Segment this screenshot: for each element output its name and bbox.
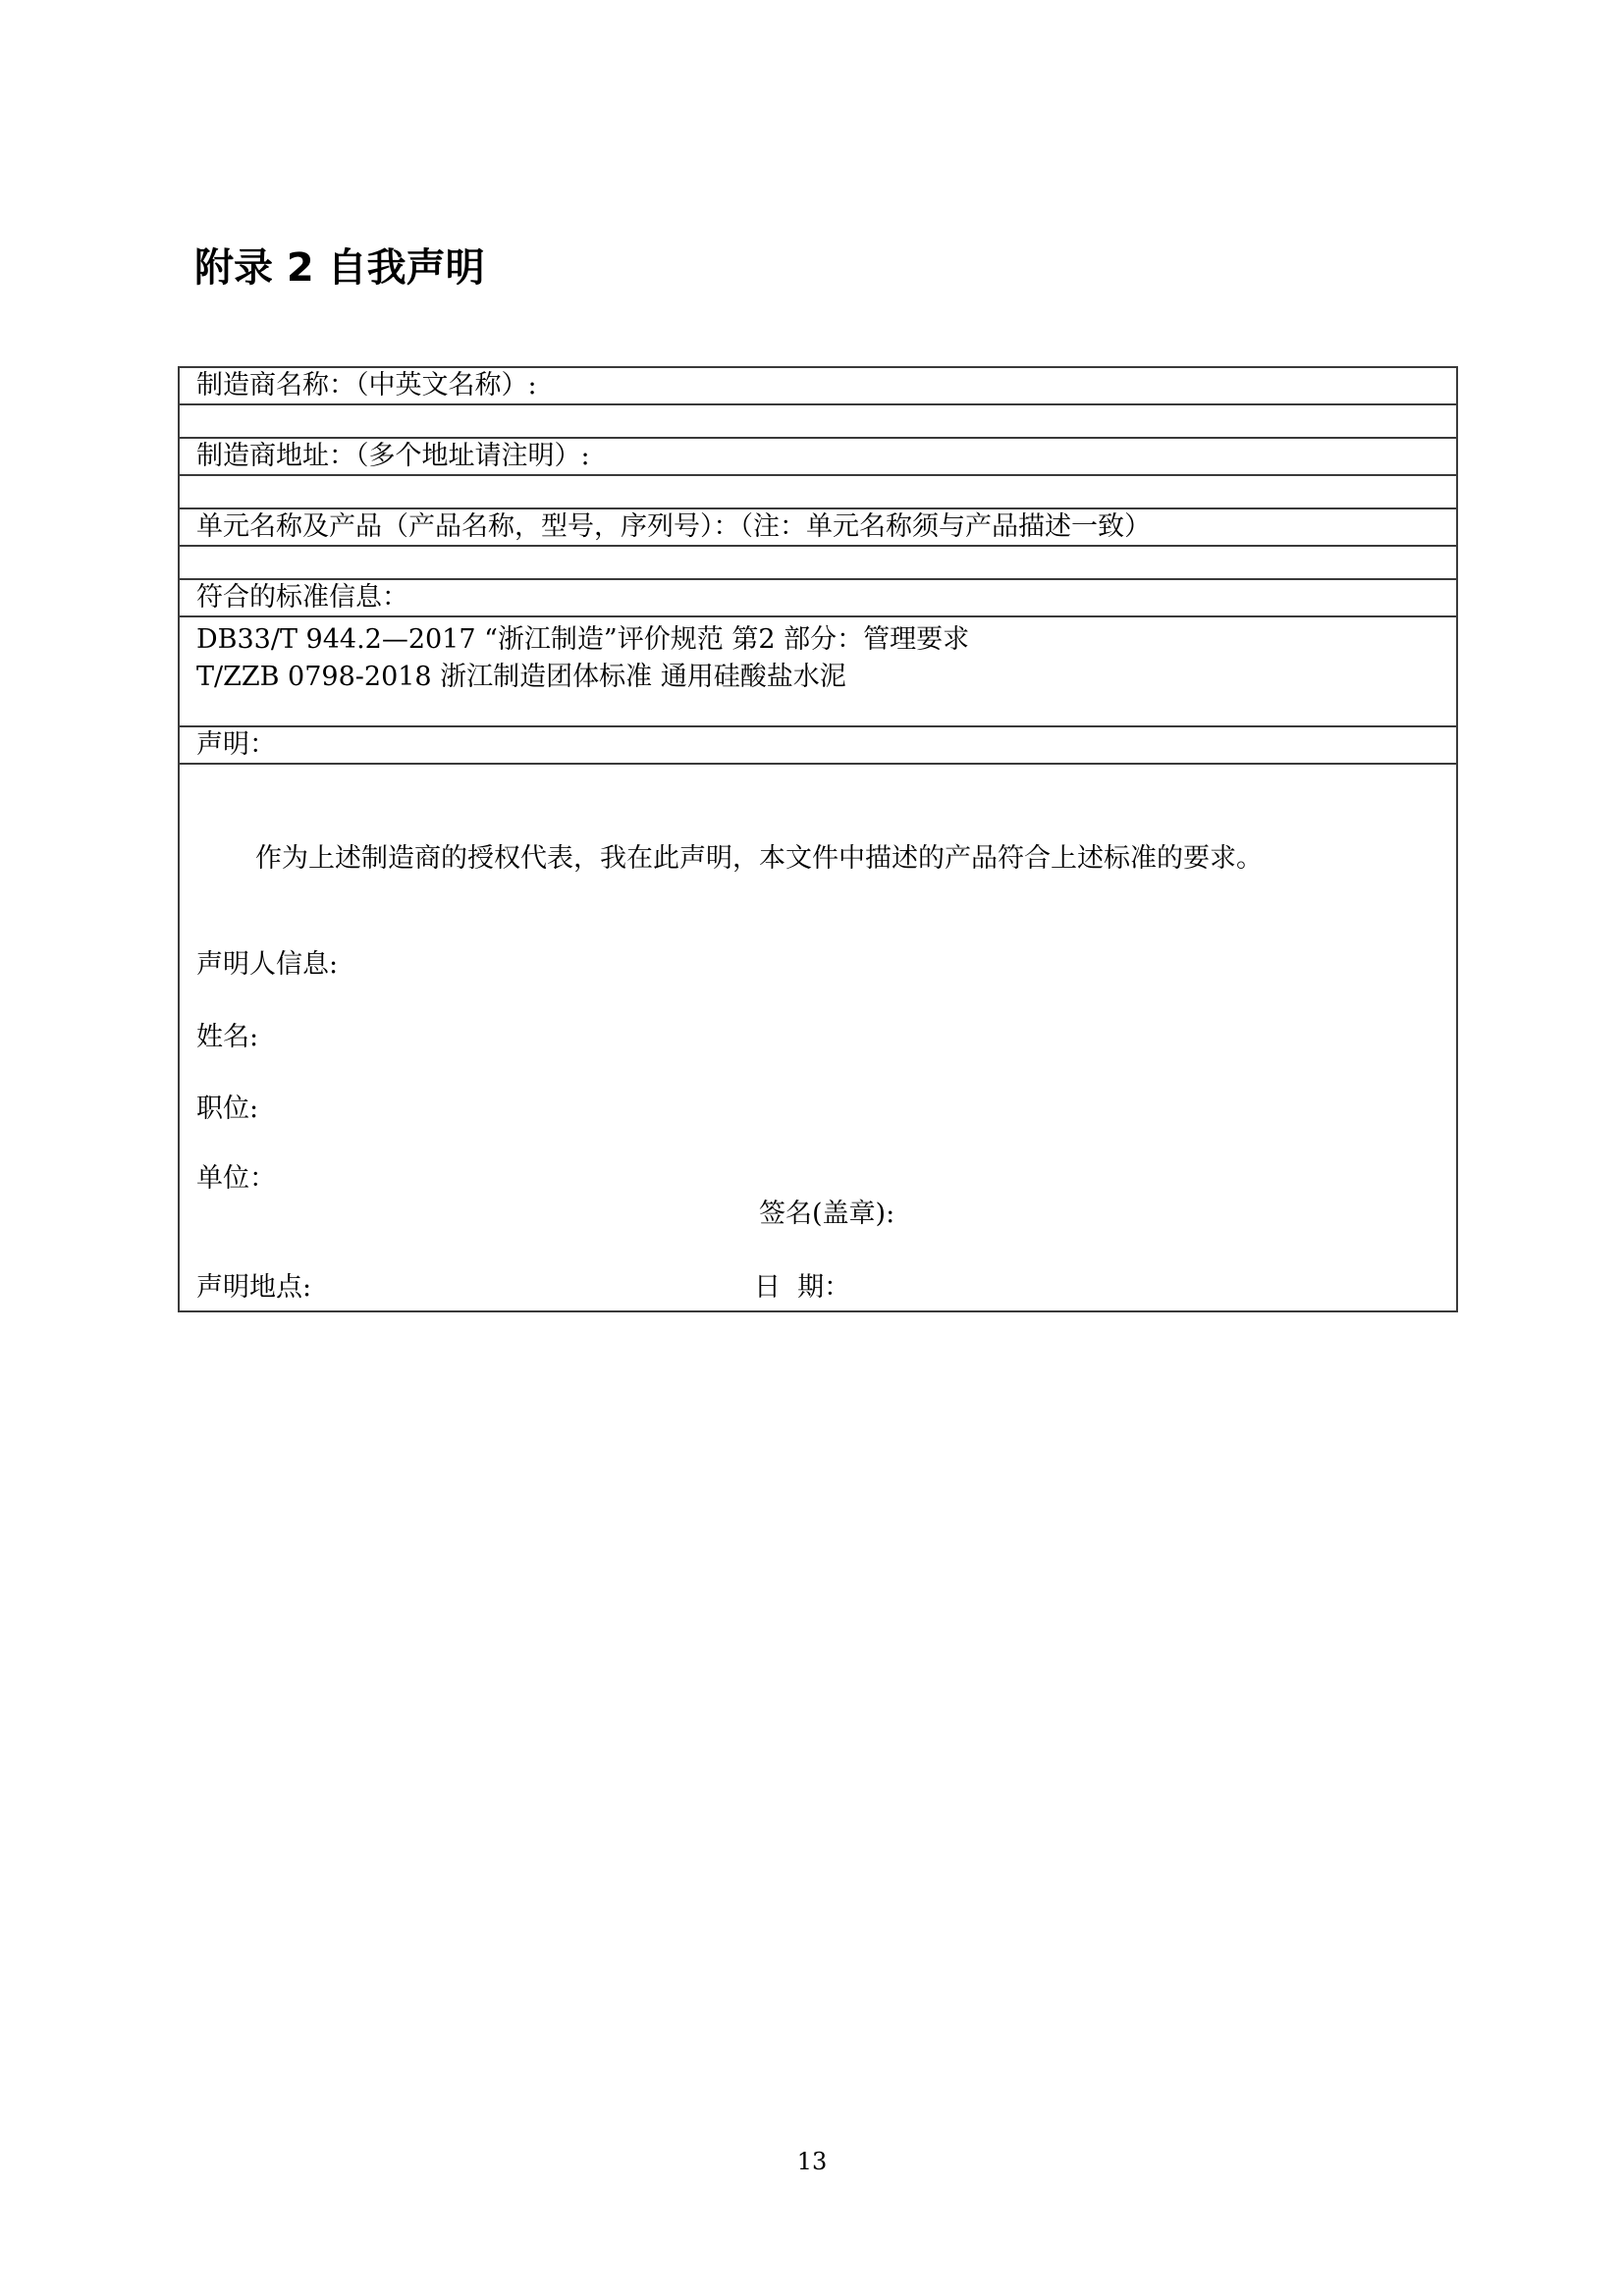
page-title: 附录 2 自我声明 (194, 245, 485, 291)
self-declaration-form (178, 366, 1458, 1312)
declarant-unit-label: 单位： (196, 1163, 276, 1194)
standards-list-row (179, 616, 1457, 726)
unit-product-value-cell[interactable] (179, 546, 1457, 579)
page-number: 13 (796, 2148, 828, 2175)
manufacturer-address-value-cell[interactable] (179, 475, 1457, 508)
standards-label-row (179, 579, 1457, 616)
unit-product-label: 单元名称及产品（产品名称，型号，序列号）：（注：单元名称须与产品描述一致） (179, 508, 1457, 546)
manufacturer-address-value-row (179, 475, 1457, 508)
declaration-body-row (179, 764, 1457, 1311)
manufacturer-name-value-cell[interactable] (179, 404, 1457, 438)
unit-product-row (179, 508, 1457, 546)
declarant-position-label: 职位: (196, 1094, 259, 1124)
manufacturer-name-row (179, 367, 1457, 404)
manufacturer-name-label: 制造商名称：（中英文名称）: (179, 367, 1457, 404)
standard-item: T/ZZB 0798-2018 浙江制造团体标准 通用硅酸盐水泥 (196, 662, 846, 692)
declarant-info-label: 声明人信息: (196, 949, 339, 980)
unit-product-value-row (179, 546, 1457, 579)
declarant-name-label: 姓名: (196, 1022, 259, 1052)
standards-label: 符合的标准信息： (179, 579, 1457, 616)
manufacturer-address-row (179, 438, 1457, 475)
signature-label: 签名(盖章): (759, 1199, 895, 1229)
declaration-body (179, 764, 1457, 1311)
declaration-date-label: 日 期： (754, 1272, 851, 1303)
manufacturer-name-value-row (179, 404, 1457, 438)
declaration-statement: 作为上述制造商的授权代表，我在此声明，本文件中描述的产品符合上述标准的要求。 (255, 843, 1263, 874)
standards-list (179, 616, 1457, 726)
declaration-label-row (179, 726, 1457, 764)
declaration-label: 声明： (179, 726, 1457, 764)
manufacturer-address-label: 制造商地址：（多个地址请注明）: (179, 438, 1457, 475)
declaration-place-label: 声明地点: (196, 1272, 312, 1303)
standard-item: DB33/T 944.2—2017 “浙江制造”评价规范 第2 部分：管理要求 (196, 624, 970, 655)
